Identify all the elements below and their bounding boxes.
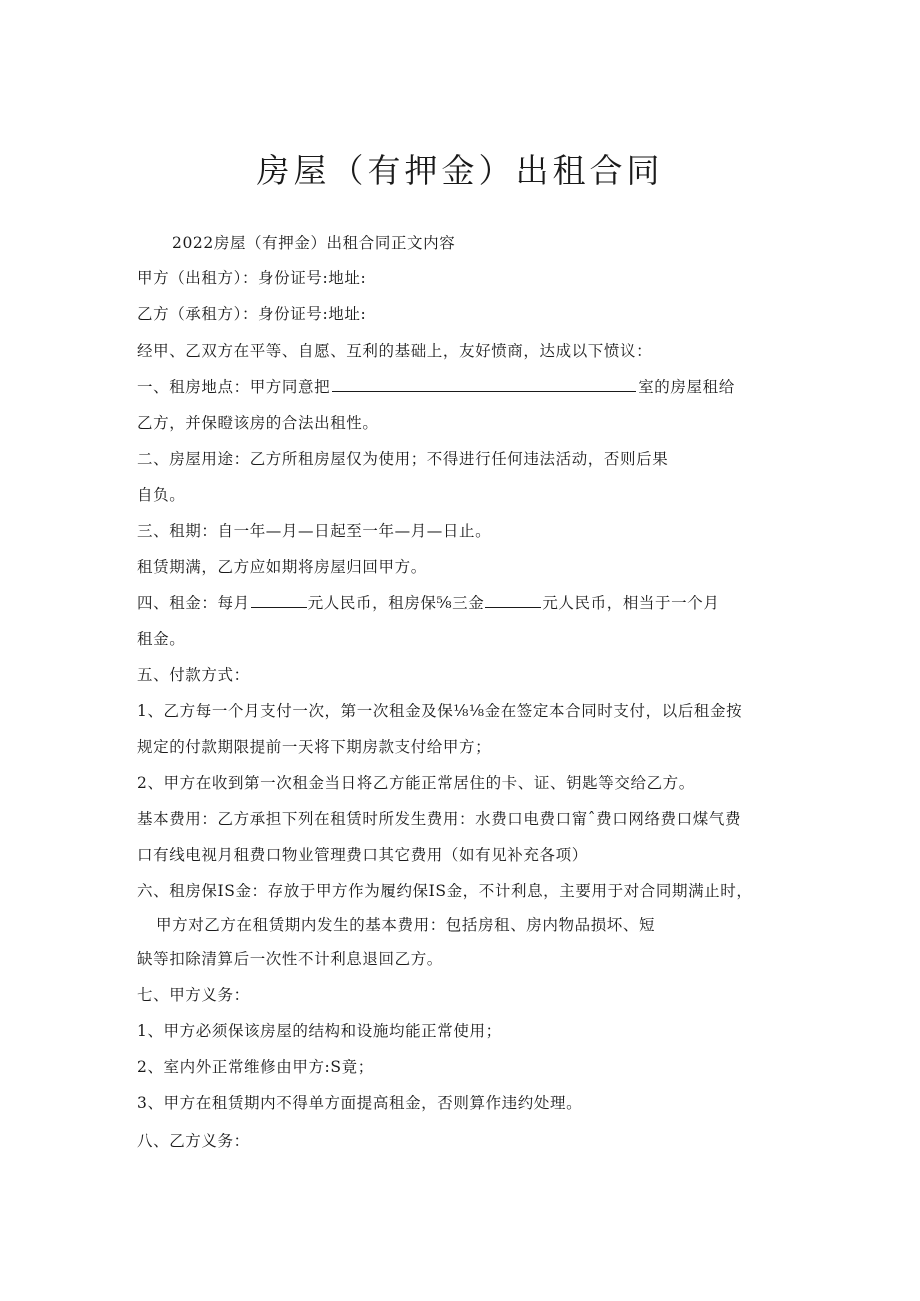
clause-7-heading: 七、甲方义务： [137, 986, 250, 1004]
address-blank [332, 376, 636, 392]
clause-5-item-2: 2、甲方在收到第一次租金当日将乙方能正常居住的卡、证、钥匙等交给乙方。 [137, 774, 695, 792]
party-a-line: 甲方（出租方）：身份证号:地址: [137, 269, 367, 287]
basic-fees-continuation: 口有线电视月租费口物业管理费口其它费用（如有见补充各项） [137, 846, 588, 864]
clause-4-line [137, 591, 719, 615]
clause-7-item-1: 1、甲方必须保该房屋的结构和设施均能正常使用； [137, 1022, 502, 1040]
clause-1-continuation: 乙方，并保瞪该房的合法出租性。 [137, 414, 379, 432]
clause-6-continuation-1: 甲方对乙方在租赁期内发生的基本费用：包括房租、房内物品损坏、短 [156, 916, 656, 934]
intro-line: 经甲、乙双方在平等、自愿、互利的基础上，友好愤商，达成以下愤议： [137, 342, 653, 360]
clause-4-part-a: 四、租金：每月 [137, 594, 250, 612]
clause-4-part-b: 元人民币，租房保⅝三金 [307, 594, 485, 612]
basic-fees-line: 基本费用：乙方承担下列在租赁时所发生费用：水费口电费口甯ˆ费口网络费口煤气费 [137, 810, 742, 828]
subtitle: 2022房屋（有押金）出租合同正文内容 [172, 234, 456, 252]
clause-7-item-2: 2、室内外正常维修由甲方:S竟； [137, 1058, 374, 1076]
party-b-line: 乙方（承租方）：身份证号:地址: [137, 305, 367, 323]
clause-4-continuation: 租金。 [137, 630, 186, 648]
deposit-blank [485, 592, 541, 608]
clause-4-part-c: 元人民币，相当于一个月 [542, 594, 720, 612]
clause-1-prefix: 一、租房地点：甲方同意把 [137, 378, 331, 396]
clause-7-item-3: 3、甲方在租赁期内不得单方面提高租金，否则算作违约处理。 [137, 1094, 583, 1112]
monthly-rent-blank [251, 592, 307, 608]
clause-6-line: 六、租房保IS金：存放于甲方作为履约保IS金，不计利息，主要用于对合同期满止时， [137, 882, 753, 900]
clause-5-item-1: 1、乙方每一个月支付一次，第一次租金及保⅛⅛金在签定本合同时支付，以后租金按 [137, 702, 743, 720]
clause-3-continuation: 租赁期满，乙方应如期将房屋归回甲方。 [137, 558, 427, 576]
clause-5-item-1-continuation: 规定的付款期限提前一天将下期房款支付给甲方； [137, 738, 492, 756]
clause-8-heading: 八、乙方义务： [137, 1132, 250, 1150]
clause-2-continuation: 自负。 [137, 486, 186, 504]
clause-3-line: 三、租期：自一年—月—日起至一年—月—日止。 [137, 522, 492, 540]
clause-2-line: 二、房屋用途：乙方所租房屋仅为使用；不得进行任何违法活动，否则后果 [137, 450, 669, 468]
clause-1-suffix: 室的房屋租给 [638, 378, 735, 396]
clause-5-heading: 五、付款方式： [137, 666, 250, 684]
clause-6-continuation-2: 缺等扣除清算后一次性不计利息退回乙方。 [137, 950, 443, 968]
clause-1-line [137, 375, 735, 399]
document-title: 房屋（有押金）出租合同 [256, 151, 664, 190]
